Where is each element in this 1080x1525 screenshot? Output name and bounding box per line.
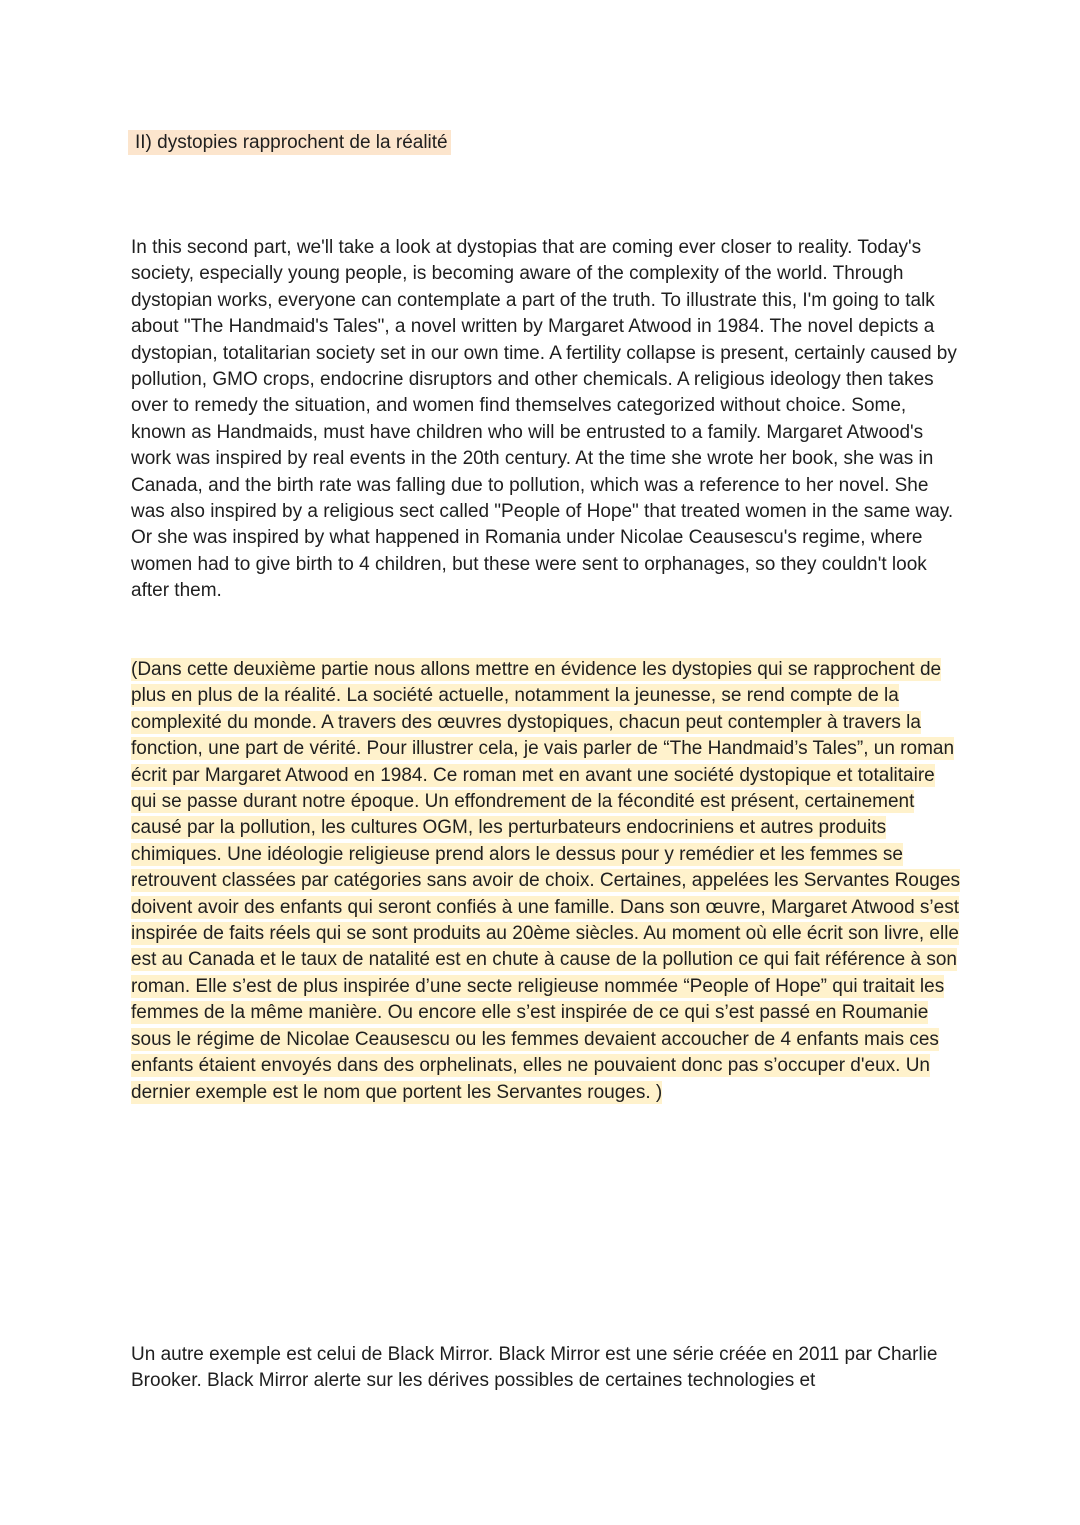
paragraph-french xyxy=(131,657,961,1106)
section-heading xyxy=(128,130,451,156)
paragraph-english: In this second part, we'll take a look at dystopias that are coming ever closer to reality. Today's society, especially young people, is becoming aware of the complexity of the world. Through dystopian works, everyone can contemplate a part of the truth. To illustrate this, I'm going to talk about "The Handmaid's Tales", a novel written by Margaret Atwood in 1984. The novel depicts a dystopian, totalitarian society set in our own time. A fertility collapse is present, certainly caused by pollution, GMO crops, endocrine disruptors and other chemicals. A religious ideology then takes over to remedy the situation, and women find themselves categorized without choice. Some, known as Handmaids, must have children who will be entrusted to a family. Margaret Atwood's work was inspired by real events in the 20th century. At the time she wrote her book, she was in Canada, and the birth rate was falling due to pollution, which was a reference to her novel. She was also inspired by a religious sect called "People of Hope" that treated women in the same way. Or she was inspired by what happened in Romania under Nicolae Ceausescu's regime, where women had to give birth to 4 children, but these were sent to orphanages, so they couldn't look after them. xyxy=(131,237,957,602)
paragraph-black-mirror: Un autre exemple est celui de Black Mirror. Black Mirror est une série créée en 2011 par Charlie Brooker. Black Mirror alerte sur les dérives possibles de certaines technologies et xyxy=(131,1344,938,1392)
paragraph-french-text: (Dans cette deuxième partie nous allons mettre en évidence les dystopies qui se rapprochent de plus en plus de la réalité. La société actuelle, notamment la jeunesse, se rend compte de la complexité du monde. A travers des œuvres dystopiques, chacun peut contempler à travers la fonction, une part de vérité. Pour illustrer cela, je vais parler de “The Handmaid’s Tales”, un roman écrit par Margaret Atwood en 1984. Ce roman met en avant une société dystopique et totalitaire qui se passe durant notre époque. Un effondrement de la fécondité est présent, certainement causé par la pollution, les cultures OGM, les perturbateurs endocriniens et autres produits chimiques. Une idéologie religieuse prend alors le dessus pour y remédier et les femmes se retrouvent classées par catégories sans avoir de choix. Certaines, appelées les Servantes Rouges doivent avoir des enfants qui seront confiés à une famille. Dans son œuvre, Margaret Atwood s’est inspirée de faits réels qui se sont produits au 20ème siècles. Au moment où elle écrit son livre, elle est au Canada et le taux de natalité est en chute à cause de la pollution ce qui fait référence à son roman. Elle s’est de plus inspirée d’une secte religieuse nommée “People of Hope” qui traitait les femmes de la même manière. Ou encore elle s’est inspirée de ce qui s’est passé en Roumanie sous le régime de Nicolae Ceausescu ou les femmes devaient accoucher de 4 enfants mais ces enfants étaient envoyés dans des orphelinats, elles ne pouvaient donc pas s’occuper d'eux. Un dernier exemple est le nom que portent les Servantes rouges. ) xyxy=(131,659,961,1103)
heading-text: II) dystopies rapprochent de la réalité xyxy=(128,130,451,155)
